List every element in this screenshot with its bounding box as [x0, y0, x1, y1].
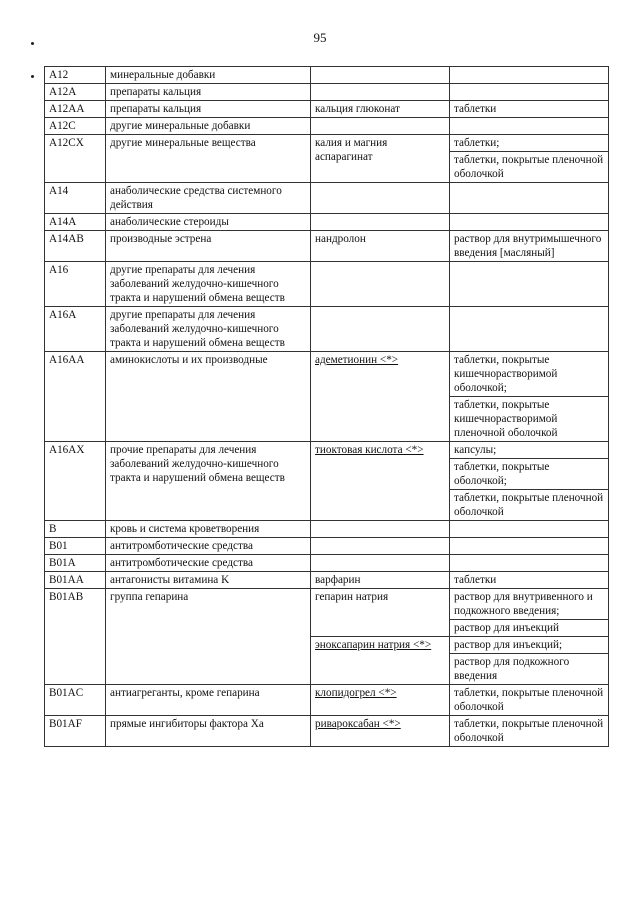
atc-group-name: другие минеральные добавки [106, 118, 311, 135]
dosage-form: раствор для подкожного введения [450, 654, 609, 685]
page-number: 95 [313, 30, 327, 45]
dosage-form: таблетки; [450, 135, 609, 152]
atc-code: A16 [45, 262, 106, 307]
dosage-form: таблетки, покрытые кишечнорастворимой оболочкой; [450, 352, 609, 397]
table-row [45, 183, 609, 214]
atc-group-name: анаболические стероиды [106, 214, 311, 231]
atc-group-name: антагонисты витамина K [106, 572, 311, 589]
atc-group-name: препараты кальция [106, 101, 311, 118]
dosage-form: таблетки [450, 572, 609, 589]
drug-name: кальция глюконат [311, 101, 450, 118]
atc-group-name: прочие препараты для лечения заболеваний желудочно-кишечного тракта и нарушений обмена веществ [106, 442, 311, 521]
dosage-form: раствор для инъекций [450, 620, 609, 637]
dosage-form [450, 67, 609, 84]
drug-table [44, 66, 604, 747]
table-row [45, 521, 609, 538]
drug-name: варфарин [311, 572, 450, 589]
atc-code: A12AA [45, 101, 106, 118]
table-row [45, 589, 609, 620]
drug-name [311, 262, 450, 307]
table-row [45, 231, 609, 262]
atc-code: B01 [45, 538, 106, 555]
atc-group-name: другие минеральные вещества [106, 135, 311, 183]
atc-code: A12 [45, 67, 106, 84]
table-row [45, 716, 609, 747]
atc-code: B01A [45, 555, 106, 572]
dosage-form [450, 262, 609, 307]
atc-group-name: другие препараты для лечения заболеваний желудочно-кишечного тракта и нарушений обмена веществ [106, 307, 311, 352]
atc-group-name: антиагреганты, кроме гепарина [106, 685, 311, 716]
atc-code: A12A [45, 84, 106, 101]
atc-code: A16A [45, 307, 106, 352]
table-row [45, 555, 609, 572]
dosage-form: таблетки, покрытые пленочной оболочкой [450, 716, 609, 747]
dosage-form [450, 84, 609, 101]
dosage-form: раствор для инъекций; [450, 637, 609, 654]
table-row [45, 442, 609, 459]
atc-group-name: анаболические средства системного действия [106, 183, 311, 214]
dosage-form [450, 214, 609, 231]
table-row [45, 67, 609, 84]
table-row [45, 307, 609, 352]
dosage-form: таблетки, покрытые кишечнорастворимой пленочной оболочкой [450, 397, 609, 442]
dosage-form [450, 118, 609, 135]
drug-name-link[interactable] [311, 716, 450, 747]
atc-code: A12CX [45, 135, 106, 183]
drug-name [311, 118, 450, 135]
drug-name [311, 183, 450, 214]
drug-name [311, 307, 450, 352]
scan-mark [31, 42, 34, 45]
table-row [45, 101, 609, 118]
drug-name: нандролон [311, 231, 450, 262]
dosage-form [450, 555, 609, 572]
atc-group-name: аминокислоты и их производные [106, 352, 311, 442]
atc-group-name: минеральные добавки [106, 67, 311, 84]
atc-group-name: кровь и система кроветворения [106, 521, 311, 538]
drug-name: гепарин натрия [311, 589, 450, 637]
atc-code: B [45, 521, 106, 538]
atc-group-name: прямые ингибиторы фактора Xa [106, 716, 311, 747]
dosage-form: таблетки [450, 101, 609, 118]
table-row [45, 352, 609, 397]
atc-code: B01AB [45, 589, 106, 685]
atc-code: A14AB [45, 231, 106, 262]
atc-code: A12C [45, 118, 106, 135]
atc-code: B01AC [45, 685, 106, 716]
table-row [45, 118, 609, 135]
atc-code: A16AA [45, 352, 106, 442]
atc-code: B01AA [45, 572, 106, 589]
table-row [45, 538, 609, 555]
dosage-form: раствор для внутривенного и подкожного введения; [450, 589, 609, 620]
atc-code: A14A [45, 214, 106, 231]
drug-name [311, 521, 450, 538]
drug-name[interactable]: эноксапарин натрия <*> [315, 639, 432, 651]
table-row [45, 685, 609, 716]
dosage-form: капсулы; [450, 442, 609, 459]
drug-name [311, 555, 450, 572]
atc-group-name: препараты кальция [106, 84, 311, 101]
drug-name: калия и магния аспарагинат [311, 135, 450, 183]
dosage-form [450, 538, 609, 555]
atc-code: A14 [45, 183, 106, 214]
drug-name[interactable]: ривароксабан <*> [315, 718, 401, 730]
drug-name [311, 67, 450, 84]
drug-name[interactable]: клопидогрел <*> [315, 687, 397, 699]
dosage-form: таблетки, покрытые пленочной оболочкой [450, 152, 609, 183]
table-row [45, 214, 609, 231]
drug-name-link[interactable] [311, 352, 450, 442]
atc-group-name: антитромботические средства [106, 538, 311, 555]
drug-name [311, 214, 450, 231]
drug-name[interactable]: адеметионин <*> [315, 354, 399, 366]
dosage-form [450, 521, 609, 538]
drug-name-link[interactable] [311, 442, 450, 521]
drug-name [311, 538, 450, 555]
table-row [45, 84, 609, 101]
table-row [45, 572, 609, 589]
atc-group-name: антитромботические средства [106, 555, 311, 572]
table-row [45, 135, 609, 152]
table-row [45, 262, 609, 307]
atc-group-name: группа гепарина [106, 589, 311, 685]
atc-code: A16AX [45, 442, 106, 521]
dosage-form: таблетки, покрытые пленочной оболочкой [450, 490, 609, 521]
scan-mark [31, 75, 34, 78]
drug-name [311, 84, 450, 101]
atc-code: B01AF [45, 716, 106, 747]
dosage-form [450, 183, 609, 214]
drug-name-link[interactable] [311, 637, 450, 685]
atc-group-name: другие препараты для лечения заболеваний желудочно-кишечного тракта и нарушений обмена веществ [106, 262, 311, 307]
dosage-form: раствор для внутримышечного введения [масляный] [450, 231, 609, 262]
drug-name-link[interactable] [311, 685, 450, 716]
drug-name[interactable]: тиоктовая кислота <*> [315, 444, 424, 456]
dosage-form: таблетки, покрытые оболочкой; [450, 459, 609, 490]
dosage-form [450, 307, 609, 352]
dosage-form: таблетки, покрытые пленочной оболочкой [450, 685, 609, 716]
atc-group-name: производные эстрена [106, 231, 311, 262]
